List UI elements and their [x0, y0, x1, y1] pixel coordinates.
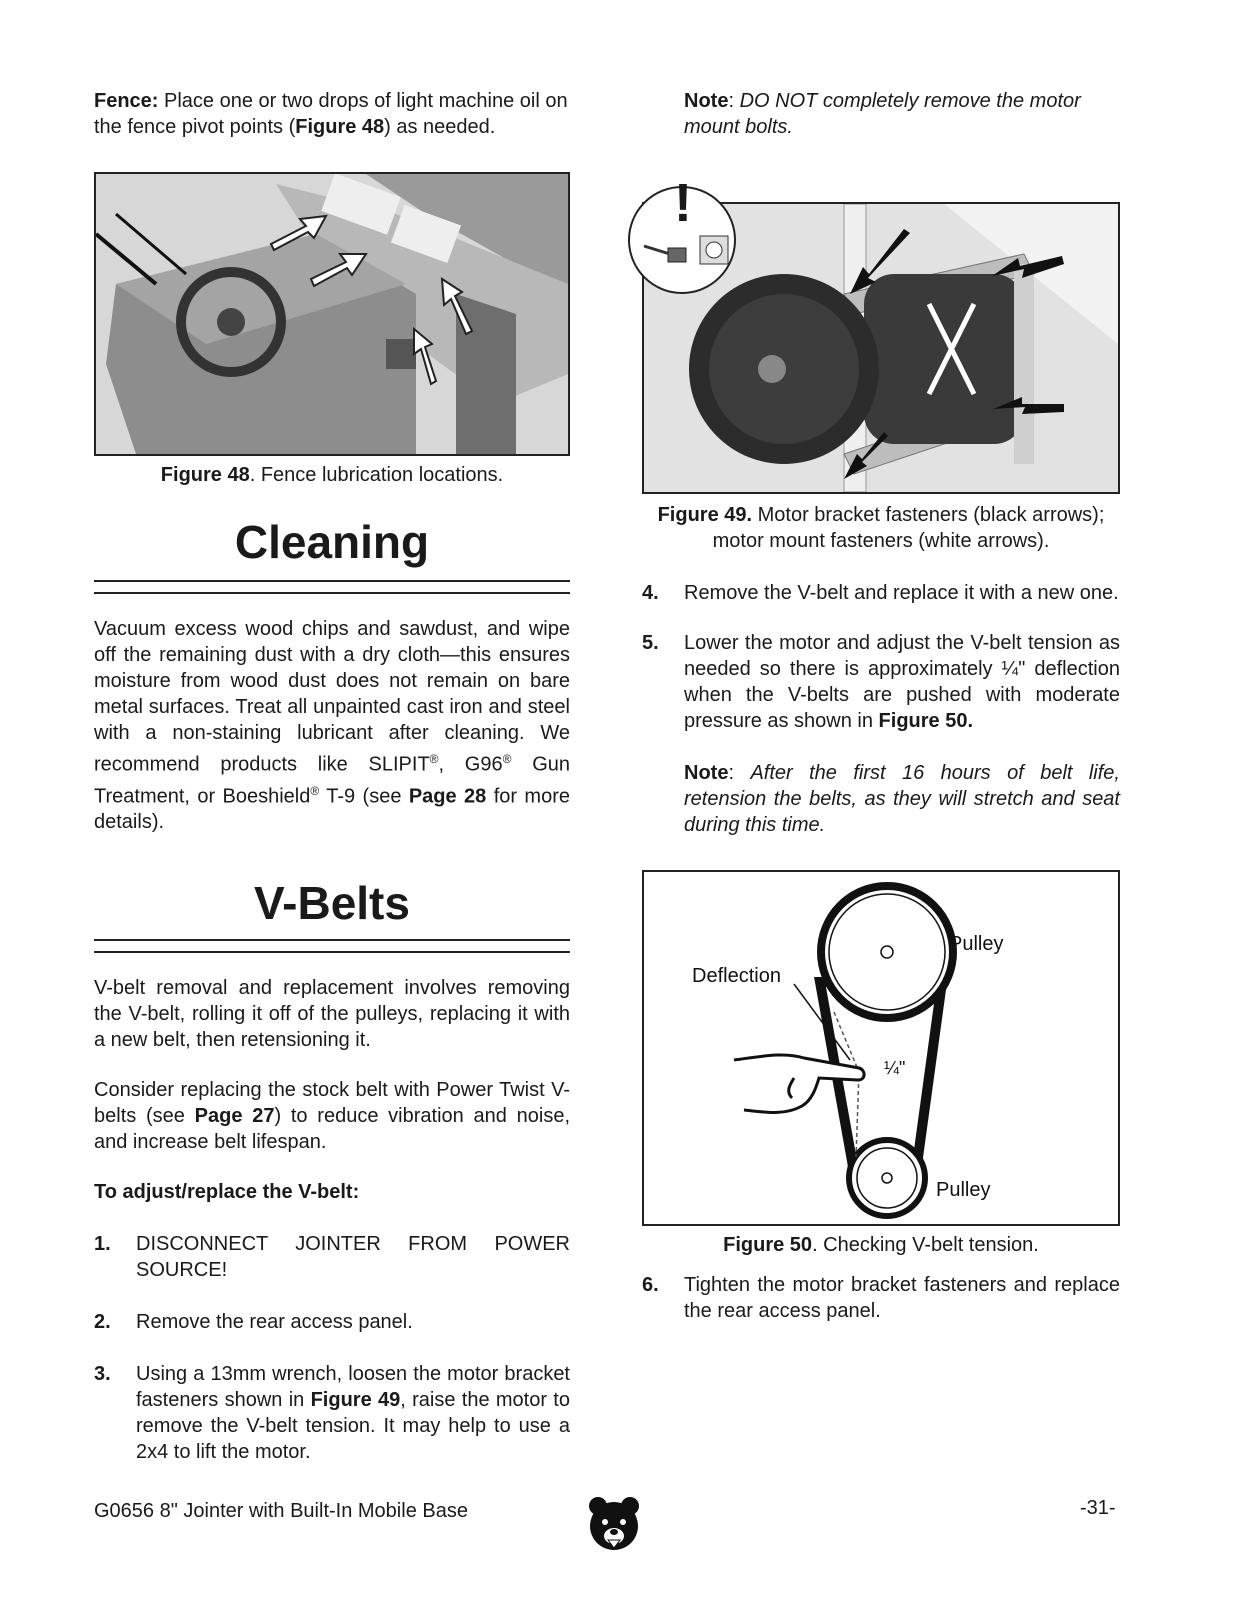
plug-outlet-icon — [630, 188, 734, 292]
vbelt-diagram — [644, 872, 1118, 1224]
bear-logo-icon — [584, 1494, 644, 1559]
note-retension: Note: After the first 16 hours of belt life, retension the belts, as they will stretch and seat during this time. — [684, 762, 1120, 836]
figure-50-diagram — [642, 870, 1120, 1226]
vbelts-rule — [94, 939, 570, 953]
page-number: -31- — [1080, 1497, 1116, 1519]
deflection-label: Deflection — [692, 965, 781, 987]
vbelts-paragraph-1: V-belt removal and replacement involves removing the V-belt, rolling it off of the pulleys, replacing it with a new belt, then retensioning it. — [94, 977, 570, 1052]
vbelts-heading: V-Belts — [254, 877, 410, 930]
vbelts-paragraph-2: Consider replacing the stock belt with Power Twist V-belts (see Page 27) to reduce vibration and noise, and increase belt lifespan. — [94, 1079, 571, 1154]
step-3: 3. Using a 13mm wrench, loosen the motor bracket fasteners shown in Figure 49, raise the motor to remove the V-belt tension. It may help to use a 2x4 to lift the motor. — [94, 1363, 570, 1464]
cleaning-paragraph: Vacuum excess wood chips and sawdust, and wipe off the remaining dust with a dry cloth—this ensures moisture from wood dust does not remain on bare metal surfaces. Treat all unpainted cast iron and steel with a non-staining lubricant after cleaning. We recommend products like SLIPIT®, G96® Gun Treatment, or Boeshield® T-9 (see Page 28 for more details). — [94, 618, 571, 834]
step-5: 5. Lower the motor and adjust the V-belt tension as needed so there is approximately ¼" deflection when the V-belts are pushed with moderate pressure as shown in Figure 50. — [642, 632, 1120, 732]
step-2: 2. Remove the rear access panel. — [94, 1311, 413, 1334]
figure-49-caption: Figure 49. Motor bracket fasteners (black arrows); motor mount fasteners (white arrows). — [657, 504, 1105, 552]
left-column — [94, 88, 570, 1465]
fence-photo-illustration — [96, 174, 568, 454]
step-1: 1. DISCONNECT JOINTER FROM POWER SOURCE! — [94, 1233, 570, 1282]
note-motor-bolts: Note: DO NOT completely remove the motor mount bolts. — [684, 90, 1081, 138]
step-4: 4. Remove the V-belt and replace it with a new one. — [642, 582, 1119, 604]
step-6: 6. Tighten the motor bracket fasteners and replace the rear access panel. — [642, 1274, 1120, 1322]
pulley-top-label: Pulley — [949, 933, 1004, 955]
fence-paragraph: Fence: Place one or two drops of light machine oil on the fence pivot points (Figure 48) as needed. — [94, 90, 568, 138]
figure-50-caption: Figure 50. Checking V-belt tension. — [723, 1234, 1039, 1256]
exclamation-mark: ! — [674, 173, 692, 233]
right-column — [642, 88, 1120, 1324]
bottom-pulley-hub — [882, 1173, 892, 1183]
figure-48-caption: Figure 48. Fence lubrication locations. — [160, 464, 504, 486]
figure-49-wrapper — [642, 164, 1120, 494]
cleaning-heading: Cleaning — [234, 516, 430, 568]
pulley-bottom-label: Pulley — [936, 1179, 991, 1201]
top-pulley-hub — [881, 946, 893, 958]
adjust-heading: To adjust/replace the V-belt: — [94, 1181, 360, 1204]
disconnect-warning-icon — [628, 173, 736, 294]
quarter-inch-label: ¼" — [884, 1058, 906, 1078]
cleaning-rule — [94, 580, 570, 594]
footer-title: G0656 8" Jointer with Built-In Mobile Base — [94, 1500, 468, 1522]
figure-48-photo — [94, 172, 570, 456]
